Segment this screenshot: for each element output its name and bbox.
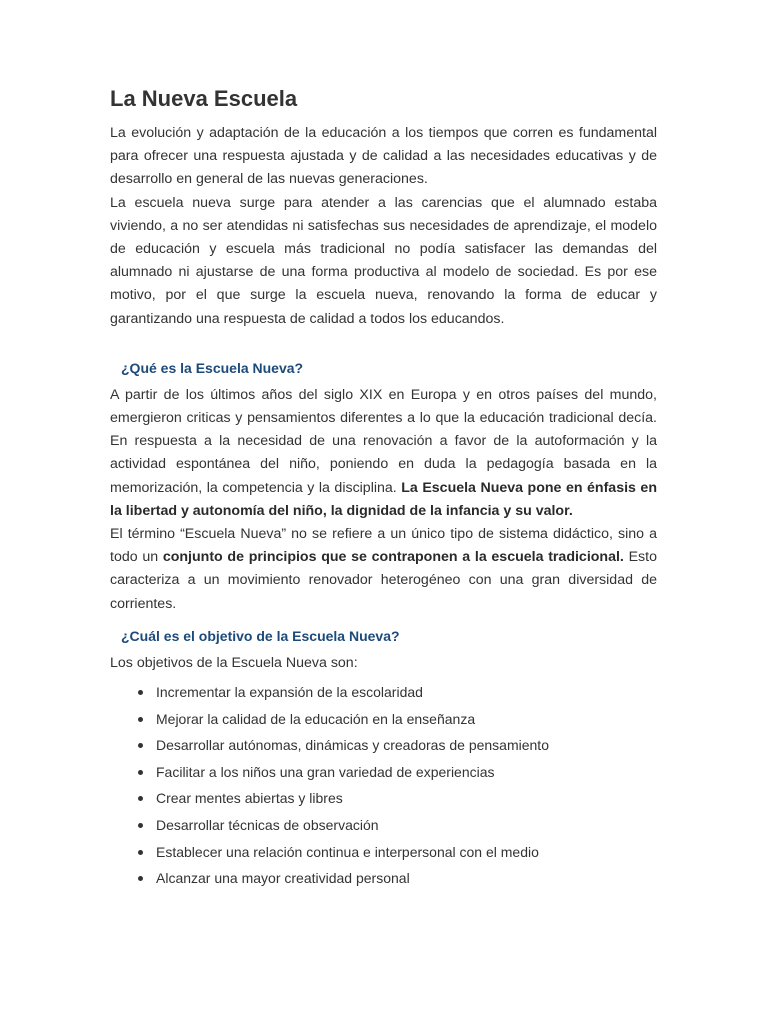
list-item: [110, 679, 657, 706]
list-item: [110, 812, 657, 839]
list-item-text: Alcanzar una mayor creatividad personal: [156, 870, 410, 887]
objectives-lead: Los objetivos de la Escuela Nueva son:: [110, 654, 358, 671]
section-heading-que-es: ¿Qué es la Escuela Nueva?: [121, 359, 304, 376]
list-item-text: Facilitar a los niños una gran variedad de experiencias: [156, 763, 495, 780]
bullet-icon: [138, 690, 143, 695]
section-que-es-paragraph-1: [110, 384, 657, 523]
intro-section: [110, 122, 657, 331]
intro-paragraph-1: La evolución y adaptación de la educación a los tiempos que corren es fundamental para ofrecer una respuesta ajustada y de calidad a las necesidades educativas y de desarrollo en general de las nuevas generaciones.: [110, 125, 657, 188]
list-item: [110, 785, 657, 812]
list-item-text: Crear mentes abiertas y libres: [156, 790, 343, 807]
bullet-icon: [138, 876, 143, 881]
intro-paragraph-2: La escuela nueva surge para atender a las carencias que el alumnado estaba viviendo, a no ser atendidas ni satisfechas sus necesidades de aprendizaje, el modelo de educación y escuela más tradicional no podía satisfacer las demandas del alumnado ni ajustarse de una forma productiva al modelo de sociedad. Es por ese motivo, por el que surge la escuela nueva, renovando la forma de educar y garantizando una respuesta de calidad a todos los educandos.: [110, 194, 657, 327]
bullet-icon: [138, 850, 143, 855]
paragraph-text: Esto caracteriza a un movimiento renovador heterogéneo con una gran diversidad de corrientes.: [110, 549, 657, 612]
bullet-icon: [138, 770, 143, 775]
list-item: [110, 759, 657, 786]
paragraph-text: A partir de los últimos años del siglo XIX en Europa y en otros países del mundo, emergieron criticas y pensamientos diferentes a lo que la educación tradicional decía. En respuesta a la necesidad de una renovación a favor de la autoformación y la actividad espontánea del niño, poniendo en duda la pedagogía basada en la memorización, la competencia y la disciplina.: [110, 386, 657, 496]
document-title: La Nueva Escuela: [110, 86, 298, 111]
list-item-text: Desarrollar técnicas de observación: [156, 817, 379, 834]
list-item-text: Incrementar la expansión de la escolaridad: [156, 684, 423, 701]
list-item: [110, 865, 657, 892]
list-item: [110, 839, 657, 866]
list-item: [110, 732, 657, 759]
bullet-icon: [138, 796, 143, 801]
bullet-icon: [138, 743, 143, 748]
section-que-es-paragraph-2: [110, 523, 657, 616]
list-item: [110, 706, 657, 733]
list-item-text: Establecer una relación continua e interpersonal con el medio: [156, 843, 539, 860]
bullet-icon: [138, 823, 143, 828]
list-item-text: Desarrollar autónomas, dinámicas y creadoras de pensamiento: [156, 737, 549, 754]
section-heading-objetivo: ¿Cuál es el objetivo de la Escuela Nueva?: [121, 627, 400, 644]
paragraph-bold-text: conjunto de principios que se contraponen a la escuela tradicional.: [162, 549, 624, 566]
list-item-text: Mejorar la calidad de la educación en la enseñanza: [156, 710, 476, 727]
section-que-es-body: [110, 384, 657, 616]
paragraph-bold-text: La Escuela Nueva pone en énfasis en la libertad y autonomía del niño, la dignidad de la infancia y su valor.: [110, 479, 657, 519]
paragraph-text: El término “Escuela Nueva” no se refiere a un único tipo de sistema didáctico, sino a todo un: [110, 526, 657, 566]
document-page: [110, 84, 657, 892]
bullet-icon: [138, 717, 143, 722]
objectives-list: [110, 679, 657, 892]
